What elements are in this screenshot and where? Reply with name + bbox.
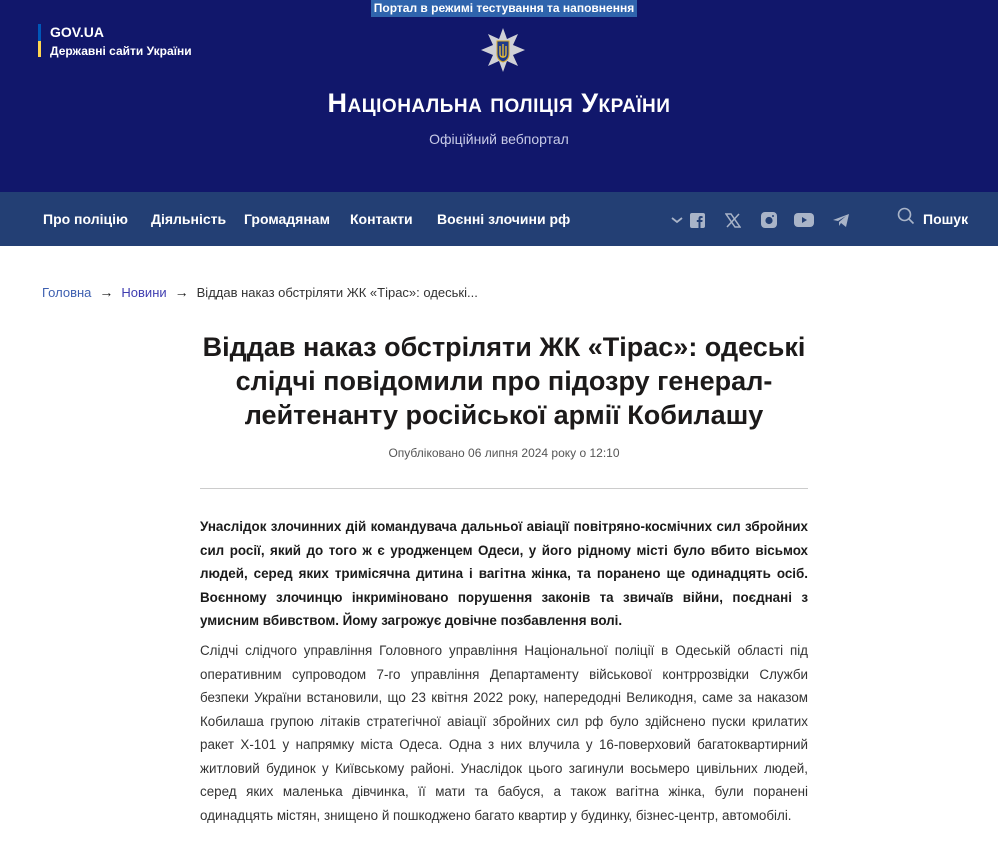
nav-item-contacts[interactable]: Контакти xyxy=(350,211,413,227)
search-label: Пошук xyxy=(923,210,969,227)
instagram-icon[interactable] xyxy=(759,210,779,230)
govua-subtitle: Державні сайти України xyxy=(50,44,192,58)
nav-item-activity[interactable]: Діяльність xyxy=(151,211,227,227)
search-button[interactable] xyxy=(897,207,968,230)
site-header xyxy=(0,0,998,192)
article-lead: Унаслідок злочинних дій командувача дальньої авіації повітряно-космічних сил збройних сил росії, який до того ж є уродженцем Одеси, у його рідному місті було вбито вісьмох людей, серед яких тримісячна дитина і вагітна жінка, та поранено ще одинадцять осіб. Воєнному злочинцю інкриміновано порушення законів та звичаїв війни, поєднані з умисним вбивством. Йому загрожує довічне позбавлення волі. xyxy=(200,519,808,628)
nav-item-about-police[interactable]: Про поліцію xyxy=(43,211,128,227)
divider xyxy=(200,488,808,489)
nav-item-citizens[interactable]: Громадянам xyxy=(244,211,330,227)
ukraine-flag-bar xyxy=(38,24,41,57)
site-subtitle: Офіційний вебпортал xyxy=(429,131,569,147)
x-icon[interactable] xyxy=(723,210,743,230)
facebook-icon[interactable] xyxy=(687,210,707,230)
police-star-emblem-icon[interactable] xyxy=(480,27,526,73)
govua-title: GOV.UA xyxy=(50,24,104,40)
breadcrumb-news[interactable]: Новини xyxy=(121,284,167,300)
arrow-right-icon: → xyxy=(99,284,114,300)
nav-item-war-crimes[interactable]: Воєнні злочини рф xyxy=(437,211,571,227)
breadcrumb xyxy=(42,284,478,300)
telegram-icon[interactable] xyxy=(831,210,851,230)
breadcrumb-home[interactable]: Головна xyxy=(42,284,92,300)
search-icon xyxy=(897,207,915,230)
article-title: Віддав наказ обстріляти ЖК «Тірас»: одеські слідчі повідомили про підозру генерал-лейтенанту російської армії Кобилашу xyxy=(202,332,806,430)
breadcrumb-current: Віддав наказ обстріляти ЖК «Тірас»: одеські... xyxy=(196,284,478,300)
article-paragraph: Слідчі слідчого управління Головного управління Національної поліції в Одеській області під оперативним супроводом 7-го управління Департаменту військової контррозвідки Служби безпеки України встановили, що 23 квітня 2022 року, напередодні Великодня, саме за наказом Кобилаша групою літаків стратегічної авіації збройних сил рф було здійснено пуски крилатих ракет Х-101 у напрямку міста Одеса. Одна з них влучила у 16-поверховий багатоквартирний житловий будинок у Київському районі. Унаслідок цього загинули восьмеро цивільних людей, серед яких маленька дівчинка, її мати та бабуся, а також вагітна жінка, були поранені одинадцять містян, знищено й пошкоджено багато квартир у будинку, бізнес-центр, автомобілі. xyxy=(200,643,808,823)
arrow-right-icon: → xyxy=(174,284,189,300)
test-mode-banner: Портал в режимі тестування та наповнення xyxy=(371,0,637,17)
youtube-icon[interactable] xyxy=(794,210,814,230)
published-date: Опубліковано 06 липня 2024 року о 12:10 xyxy=(388,446,620,460)
site-title[interactable]: Національна поліція України xyxy=(327,88,671,118)
chevron-down-icon[interactable] xyxy=(667,210,687,230)
